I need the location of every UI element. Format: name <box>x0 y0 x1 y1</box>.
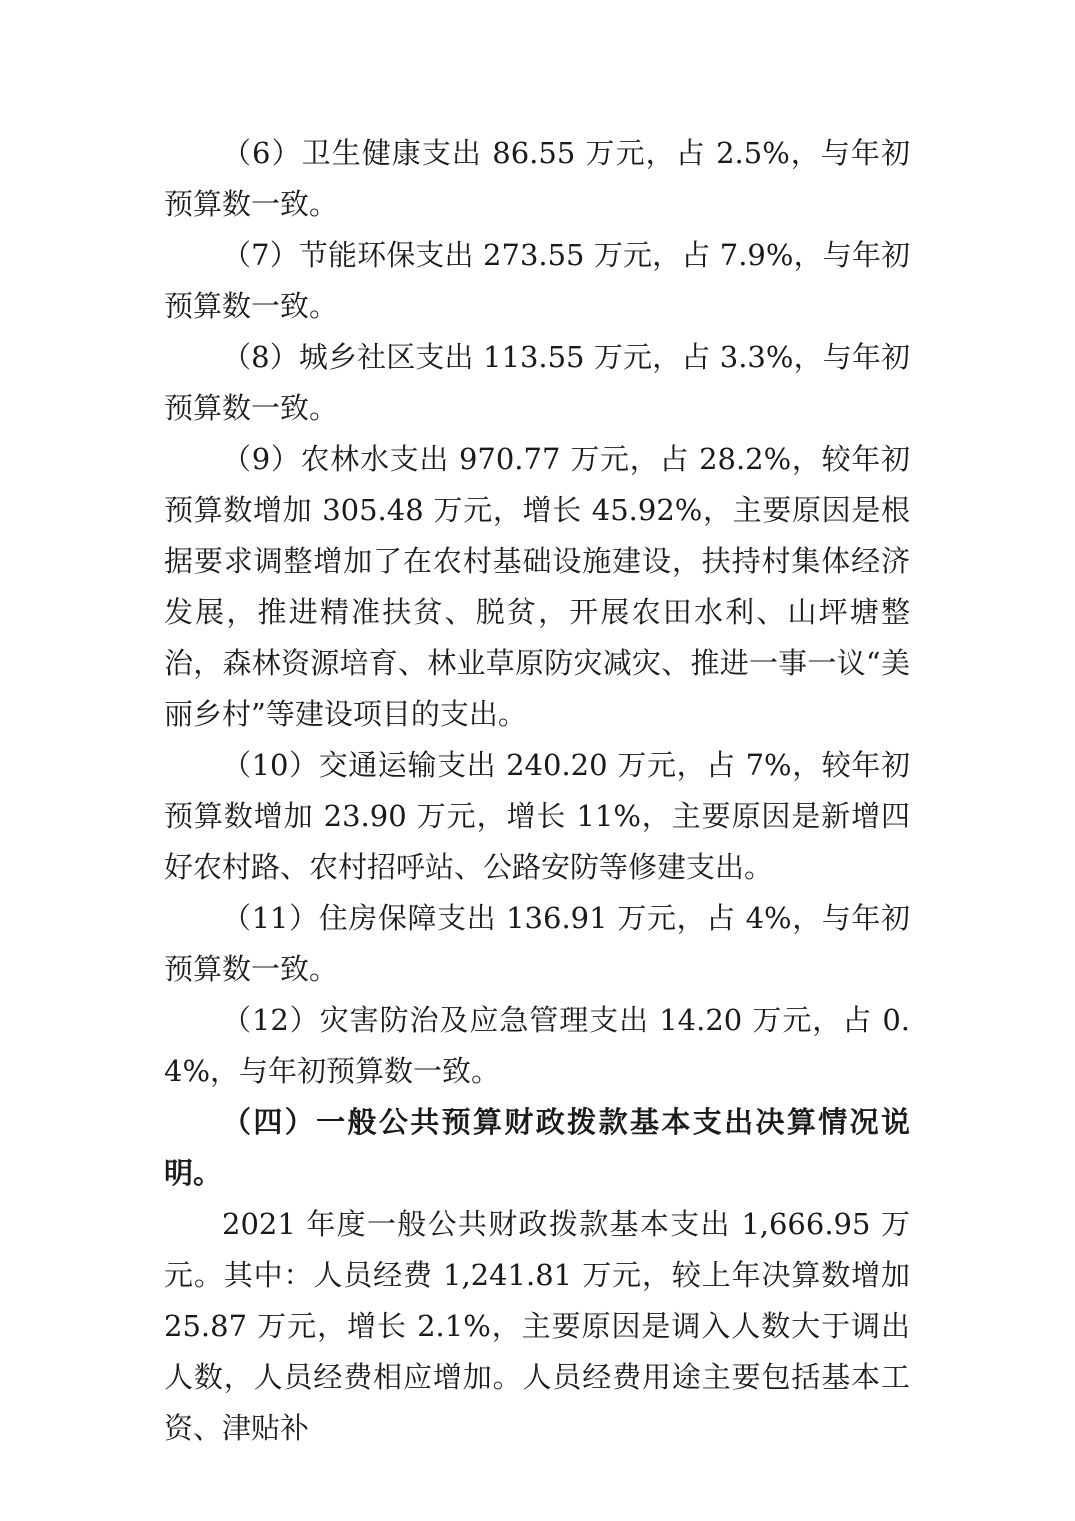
document-page <box>164 128 910 1454</box>
paragraph-basic-expenditure: 2021 年度一般公共财政拨款基本支出 1,666.95 万元。其中：人员经费 1,241.81 万元，较上年决算数增加 25.87 万元，增长 2.1%，主要原因是调入人数大于调出人数，人员经费相应增加。人员经费用途主要包括基本工资、津贴补 <box>164 1207 910 1445</box>
paragraph-urban-rural-expenditure: （8）城乡社区支出 113.55 万元，占 3.3%，与年初预算数一致。 <box>164 340 910 425</box>
paragraph-transport-expenditure: （10）交通运输支出 240.20 万元，占 7%，较年初预算数增加 23.90 万元，增长 11%，主要原因是新增四好农村路、农村招呼站、公路安防等修建支出。 <box>164 748 910 884</box>
paragraph-disaster-expenditure: （12）灾害防治及应急管理支出 14.20 万元，占 0.4%，与年初预算数一致。 <box>164 1003 910 1088</box>
paragraph-health-expenditure: （6）卫生健康支出 86.55 万元，占 2.5%，与年初预算数一致。 <box>164 136 910 221</box>
section-heading-basic-expenditure: （四）一般公共预算财政拨款基本支出决算情况说明。 <box>164 1105 910 1190</box>
paragraph-environment-expenditure: （7）节能环保支出 273.55 万元，占 7.9%，与年初预算数一致。 <box>164 238 910 323</box>
paragraph-housing-expenditure: （11）住房保障支出 136.91 万元，占 4%，与年初预算数一致。 <box>164 901 910 986</box>
paragraph-agriculture-expenditure: （9）农林水支出 970.77 万元，占 28.2%，较年初预算数增加 305.48 万元，增长 45.92%，主要原因是根据要求调整增加了在农村基础设施建设，扶持村集体经济发展，推进精准扶贫、脱贫，开展农田水利、山坪塘整治，森林资源培育、林业草原防灾减灾、推进一事一议“美丽乡村”等建设项目的支出。 <box>164 442 910 731</box>
